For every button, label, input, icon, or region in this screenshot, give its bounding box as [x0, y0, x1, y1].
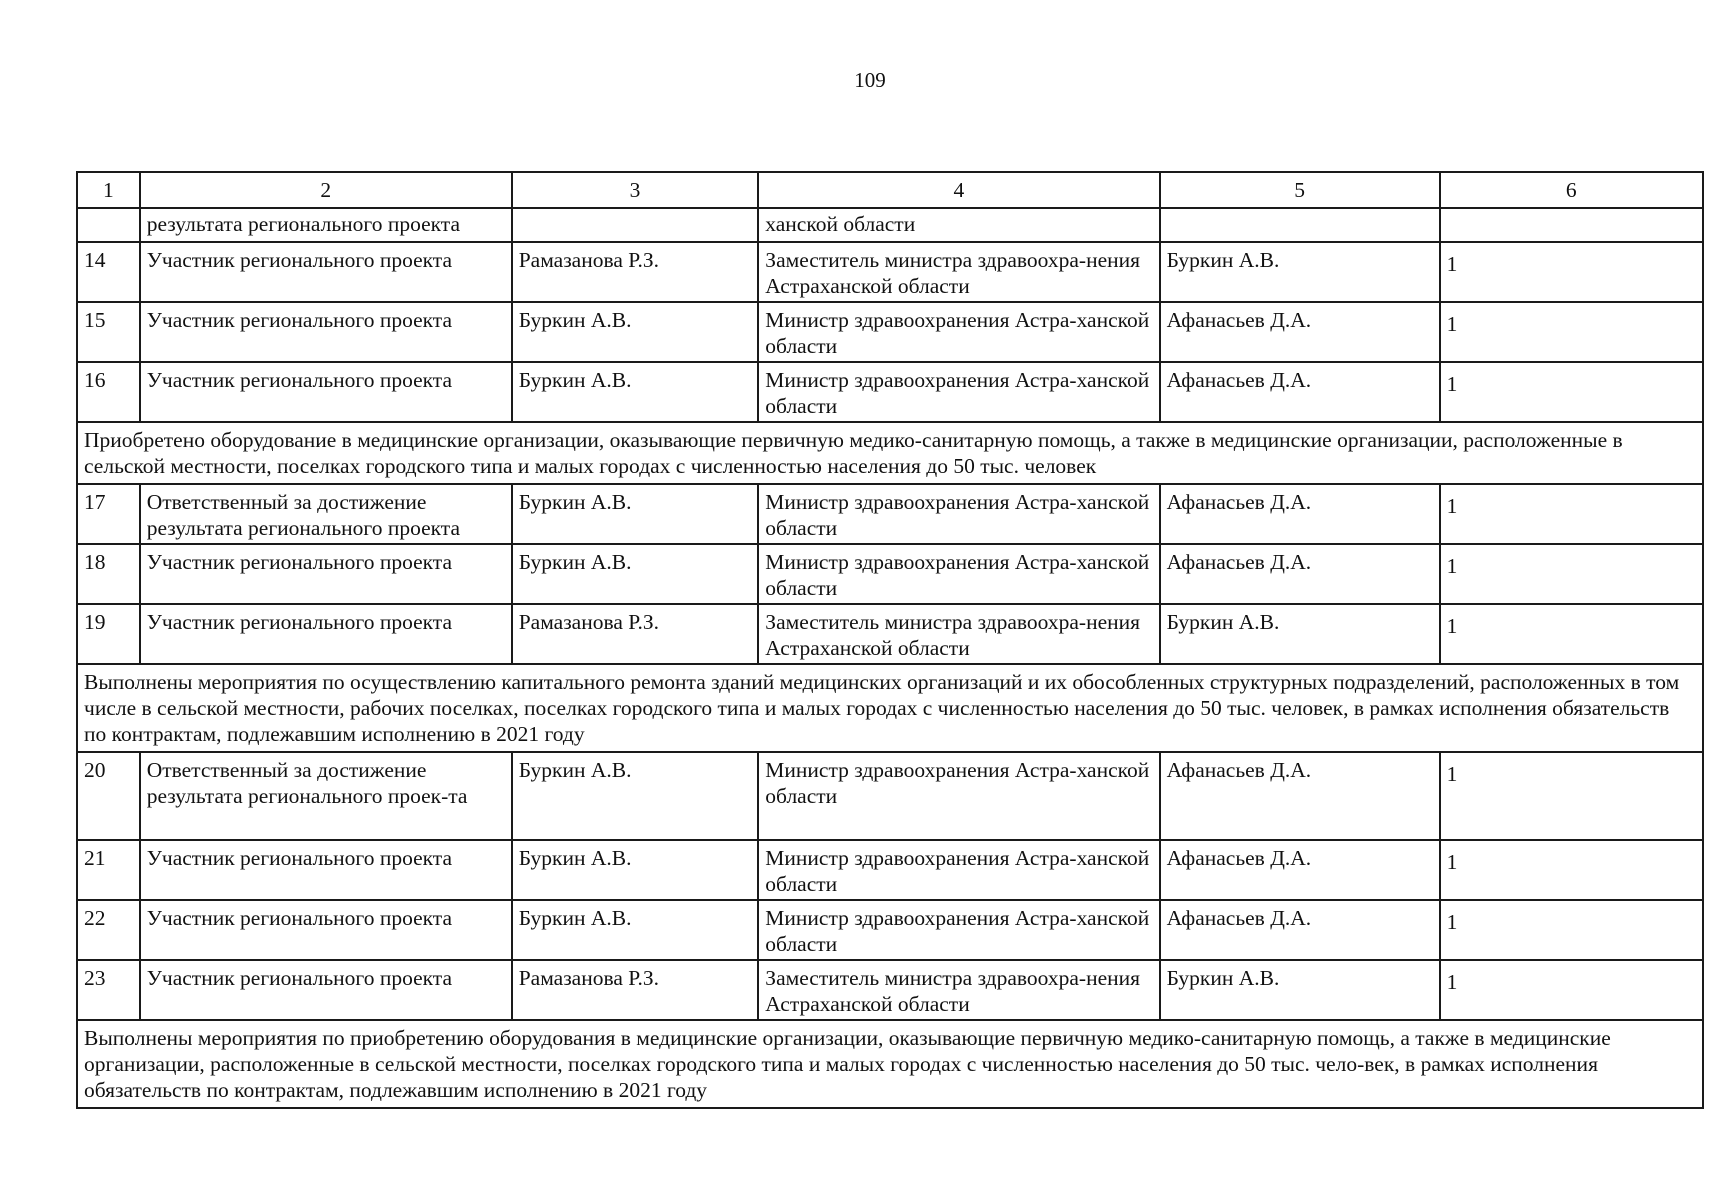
person-cell: Буркин А.В.	[512, 362, 759, 422]
section-row	[77, 1020, 1703, 1108]
section-row	[77, 422, 1703, 484]
share-cell	[1440, 752, 1703, 840]
role-cell: Участник регионального проекта	[140, 242, 512, 302]
position-cell: Министр здравоохранения Астра-ханской области	[758, 302, 1159, 362]
section-row	[77, 664, 1703, 752]
share-value: 1	[1446, 850, 1458, 874]
share-cell	[1440, 362, 1703, 422]
continuation-row	[77, 208, 1703, 242]
share-value: 1	[1446, 554, 1458, 578]
share-cell	[1440, 840, 1703, 900]
continuation-supervisor	[1160, 208, 1440, 242]
position-cell: Министр здравоохранения Астра-ханской области	[758, 362, 1159, 422]
supervisor-cell: Буркин А.В.	[1160, 960, 1440, 1020]
position-cell: Заместитель министра здравоохра-нения Астраханской области	[758, 960, 1159, 1020]
share-cell	[1440, 604, 1703, 664]
person-cell: Рамазанова Р.З.	[512, 960, 759, 1020]
header-cell-6: 6	[1440, 172, 1703, 208]
supervisor-cell: Афанасьев Д.А.	[1160, 752, 1440, 840]
role-cell: Участник регионального проекта	[140, 960, 512, 1020]
role-cell: Ответственный за достижение результата регионального проекта	[140, 484, 512, 544]
supervisor-cell: Буркин А.В.	[1160, 604, 1440, 664]
role-cell: Участник регионального проекта	[140, 604, 512, 664]
share-value: 1	[1446, 614, 1458, 638]
share-value: 1	[1446, 910, 1458, 934]
continuation-role: результата регионального проекта	[140, 208, 512, 242]
header-cell-5: 5	[1160, 172, 1440, 208]
share-value: 1	[1446, 372, 1458, 396]
row-number: 16	[77, 362, 140, 422]
row-number: 18	[77, 544, 140, 604]
position-cell: Министр здравоохранения Астра-ханской области	[758, 484, 1159, 544]
person-cell: Рамазанова Р.З.	[512, 242, 759, 302]
page-number: 109	[854, 68, 886, 92]
table-row	[77, 544, 1703, 604]
header-row	[77, 172, 1703, 208]
role-cell: Ответственный за достижение результата регионального проек-та	[140, 752, 512, 840]
section-title: Выполнены мероприятия по осуществлению капитального ремонта зданий медицинских организаций и их обособленных структурных подразделений, расположенных в том числе в сельской местности, рабочих поселках, поселках городского типа и малых городах с численностью населения до 50 тыс. человек, в рамках исполнения обязательств по контрактам, подлежавшим исполнению в 2021 году	[77, 664, 1703, 752]
table-row	[77, 242, 1703, 302]
row-number: 21	[77, 840, 140, 900]
share-value: 1	[1446, 970, 1458, 994]
person-cell: Рамазанова Р.З.	[512, 604, 759, 664]
table-row	[77, 484, 1703, 544]
position-cell: Заместитель министра здравоохра-нения Астраханской области	[758, 242, 1159, 302]
section-title: Приобретено оборудование в медицинские организации, оказывающие первичную медико-санитарную помощь, а также в медицинские организации, расположенные в сельской местности, поселках городского типа и малых городах с численностью населения до 50 тыс. человек	[77, 422, 1703, 484]
share-cell	[1440, 544, 1703, 604]
table-row	[77, 604, 1703, 664]
row-number: 17	[77, 484, 140, 544]
position-cell: Министр здравоохранения Астра-ханской области	[758, 840, 1159, 900]
row-number: 14	[77, 242, 140, 302]
responsibility-table	[76, 171, 1704, 1109]
supervisor-cell: Афанасьев Д.А.	[1160, 840, 1440, 900]
share-value: 1	[1446, 312, 1458, 336]
supervisor-cell: Буркин А.В.	[1160, 242, 1440, 302]
role-cell: Участник регионального проекта	[140, 302, 512, 362]
header-cell-2: 2	[140, 172, 512, 208]
table-row	[77, 960, 1703, 1020]
supervisor-cell: Афанасьев Д.А.	[1160, 484, 1440, 544]
person-cell: Буркин А.В.	[512, 900, 759, 960]
share-cell	[1440, 960, 1703, 1020]
position-cell: Министр здравоохранения Астра-ханской области	[758, 752, 1159, 840]
continuation-person	[512, 208, 759, 242]
position-cell: Министр здравоохранения Астра-ханской области	[758, 544, 1159, 604]
continuation-number	[77, 208, 140, 242]
share-cell	[1440, 302, 1703, 362]
row-number: 20	[77, 752, 140, 840]
supervisor-cell: Афанасьев Д.А.	[1160, 362, 1440, 422]
header-cell-4: 4	[758, 172, 1159, 208]
position-cell: Министр здравоохранения Астра-ханской области	[758, 900, 1159, 960]
table-row	[77, 302, 1703, 362]
share-value: 1	[1446, 494, 1458, 518]
continuation-share	[1440, 208, 1703, 242]
row-number: 15	[77, 302, 140, 362]
role-cell: Участник регионального проекта	[140, 544, 512, 604]
person-cell: Буркин А.В.	[512, 302, 759, 362]
continuation-position: ханской области	[758, 208, 1159, 242]
supervisor-cell: Афанасьев Д.А.	[1160, 302, 1440, 362]
role-cell: Участник регионального проекта	[140, 362, 512, 422]
share-cell	[1440, 900, 1703, 960]
position-cell: Заместитель министра здравоохра-нения Астраханской области	[758, 604, 1159, 664]
share-cell	[1440, 484, 1703, 544]
table-row	[77, 752, 1703, 840]
person-cell: Буркин А.В.	[512, 544, 759, 604]
share-value: 1	[1446, 762, 1458, 786]
section-title: Выполнены мероприятия по приобретению оборудования в медицинские организации, оказывающие первичную медико-санитарную помощь, а также в медицинские организации, расположенные в сельской местности, поселках городского типа и малых городах с численностью населения до 50 тыс. чело-век, в рамках исполнения обязательств по контрактам, подлежавшим исполнению в 2021 году	[77, 1020, 1703, 1108]
supervisor-cell: Афанасьев Д.А.	[1160, 544, 1440, 604]
header-cell-3: 3	[512, 172, 759, 208]
row-number: 19	[77, 604, 140, 664]
row-number: 22	[77, 900, 140, 960]
table-row	[77, 900, 1703, 960]
header-cell-1: 1	[77, 172, 140, 208]
table-row	[77, 840, 1703, 900]
row-number: 23	[77, 960, 140, 1020]
table-body	[77, 172, 1703, 1108]
share-value: 1	[1446, 252, 1458, 276]
person-cell: Буркин А.В.	[512, 840, 759, 900]
person-cell: Буркин А.В.	[512, 752, 759, 840]
table-row	[77, 362, 1703, 422]
role-cell: Участник регионального проекта	[140, 900, 512, 960]
person-cell: Буркин А.В.	[512, 484, 759, 544]
share-cell	[1440, 242, 1703, 302]
role-cell: Участник регионального проекта	[140, 840, 512, 900]
supervisor-cell: Афанасьев Д.А.	[1160, 900, 1440, 960]
